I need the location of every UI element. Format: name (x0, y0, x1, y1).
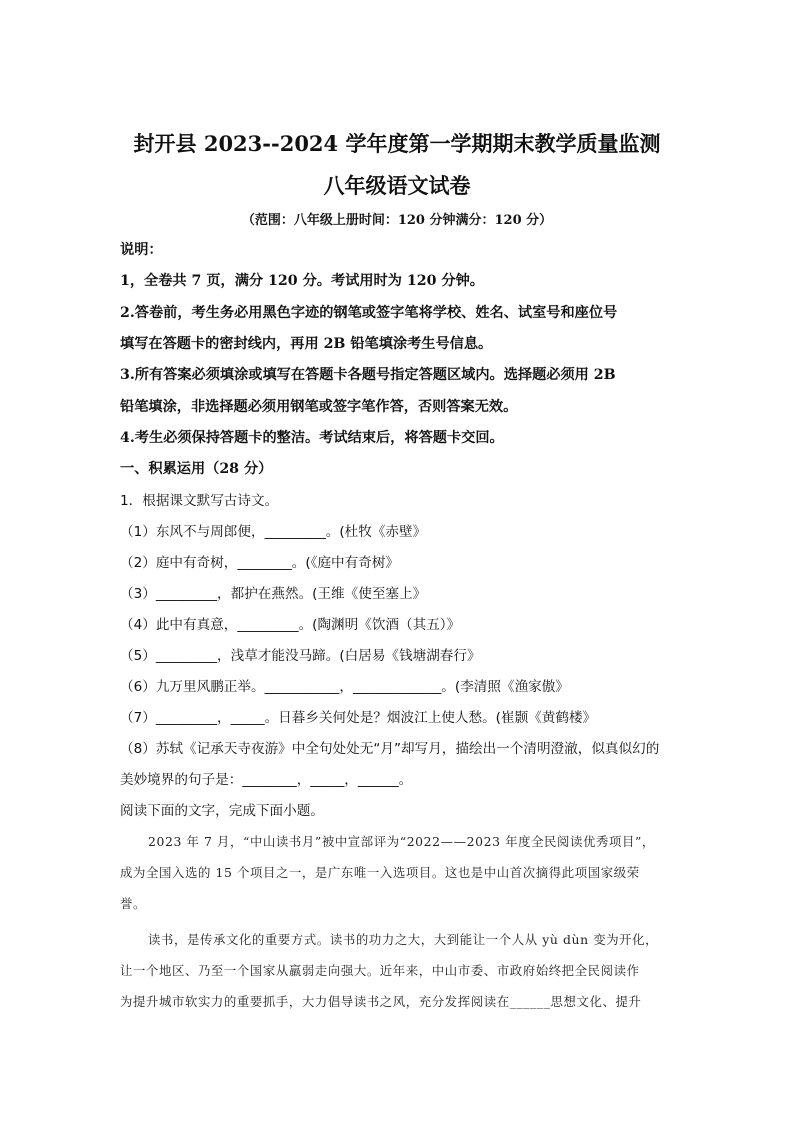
instruction-item: 1，全卷共 7 页，满分 120 分。考试用时为 120 分钟。 (120, 273, 484, 289)
passage-line: 让一个地区、乃至一个国家从羸弱走向强大。近年来，中山市委、市政府始终把全民阅读作 (120, 963, 640, 978)
dictation-line: （8）苏轼《记承天寺夜游》中全句处处无“月”却写月，描绘出一个清明澄澈，似真似幻的 (120, 741, 660, 757)
instruction-item: 填写在答题卡的密封线内，再用 2B 铅笔填涂考生号信息。 (120, 336, 493, 352)
instructions-heading: 说明： (120, 242, 163, 258)
exam-title: 封开县 2023--2024 学年度第一学期期末教学质量监测 (133, 131, 661, 156)
dictation-line: （2）庭中有奇树，________。(《庭中有奇树》 (120, 555, 400, 571)
dictation-line: （7）_________，_____。日暮乡关何处是？烟波江上使人愁。(崔颢《黄鹤楼》 (120, 710, 597, 726)
dictation-line: （6）九万里风鹏正举。___________，_____________。(李清照《渔家傲》 (120, 679, 569, 695)
instruction-item: 3.所有答案必须填涂或填写在答题卡各题号指定答题区域内。选择题必须用 2B (120, 367, 616, 383)
passage-line: 誉。 (120, 896, 146, 911)
section-heading: 一、积累运用（28 分） (120, 461, 273, 477)
exam-subtitle: 八年级语文试卷 (323, 173, 471, 198)
passage-line: 为提升城市软实力的重要抓手，大力倡导读书之风，充分发挥阅读在______思想文化、提升 (120, 994, 642, 1009)
dictation-line: （1）东风不与周郎便，_________。(杜牧《赤壁》 (120, 524, 427, 540)
passage-line: 成为全国入选的 15 个项目之一，是广东唯一入选项目。这也是中山首次摘得此项国家级荣 (120, 865, 640, 880)
reading-intro: 阅读下面的文字，完成下面小题。 (120, 803, 324, 819)
passage-line: 2023 年 7 月，“中山读书月”被中宣部评为“2022——2023 年度全民阅读优秀项目”， (148, 834, 655, 849)
instruction-item: 2.答卷前，考生务必用黑色字迹的钢笔或签字笔将学校、姓名、试室号和座位号 (120, 305, 618, 321)
instruction-item: 4.考生必须保持答题卡的整洁。考试结束后，将答题卡交回。 (120, 430, 504, 446)
passage-line: 读书，是传承文化的重要方式。读书的功力之大，大到能让一个人从 yù dùn 变为开化， (148, 932, 659, 947)
dictation-line: 美妙境界的句子是：________，_____，______。 (120, 772, 413, 788)
dictation-line: （3）_________，都护在燕然。(王维《使至塞上》 (120, 586, 427, 602)
dictation-line: （4）此中有真意，_________。(陶渊明《饮酒（其五）》 (120, 617, 461, 633)
reading-passage (120, 826, 680, 1017)
question-1-prompt: 1．根据课文默写古诗文。 (120, 493, 279, 509)
instruction-item: 铅笔填涂，非选择题必须用钢笔或签字笔作答，否则答案无效。 (120, 399, 518, 415)
exam-range: （范围：八年级上册时间：120 分钟满分：120 分） (241, 213, 553, 228)
dictation-line: （5）_________，浅草才能没马蹄。(白居易《钱塘湖春行》 (120, 648, 481, 664)
